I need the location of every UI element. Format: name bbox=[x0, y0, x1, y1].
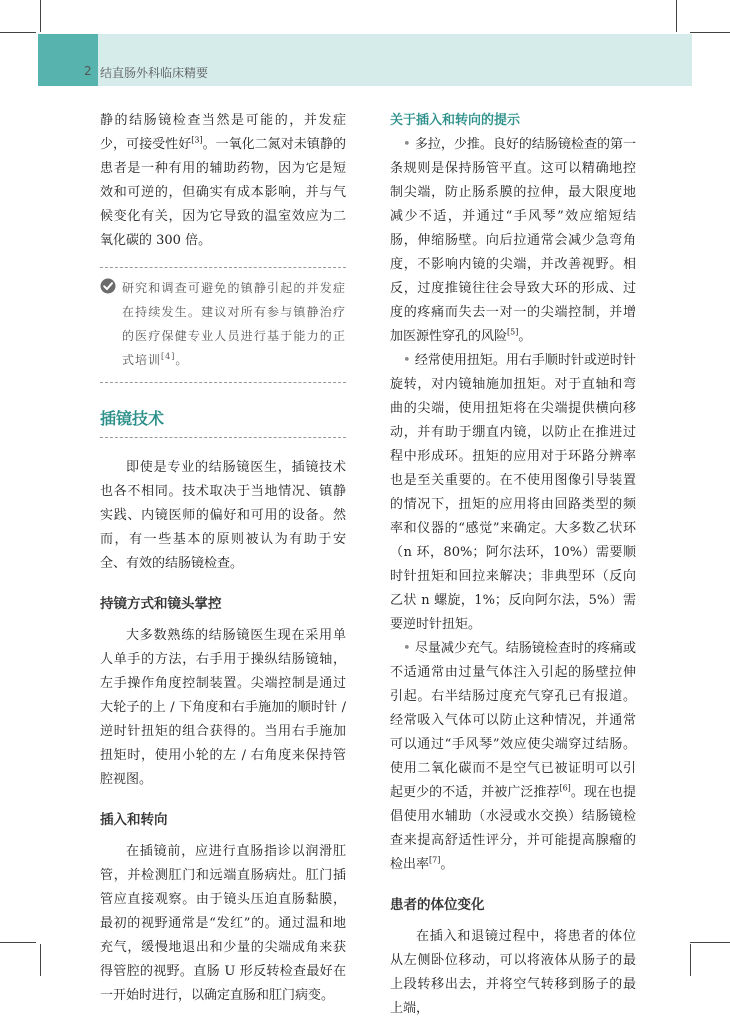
evidence-note bbox=[100, 267, 346, 383]
position-paragraph: 在插入和退镜过程中，将患者的体位从左侧卧位移动，可以将液体从肠子的最上段转移出去，并将空气转移到肠子的最上端， bbox=[390, 929, 636, 1016]
note-text: 研究和调查可避免的镇静引起的并发症在持续发生。建议对所有参与镇静治疗的医疗保健专业人员进行基于能力的正式培训[4]。 bbox=[122, 281, 346, 367]
bullet-icon: • bbox=[403, 137, 411, 152]
intro-paragraph: 静的结肠镜检查当然是可能的，并发症少，可接受性好[3]。一氧化二氮对未镇静的患者是一种有用的辅助药物，因为它是短效和可逆的，但确实有成本影响，并与气候变化有关，因为它导致的温室效应为二氧化碳的 300 倍。 bbox=[100, 113, 346, 248]
crop-mark bbox=[690, 32, 730, 33]
citation: [6] bbox=[559, 783, 571, 793]
crop-mark bbox=[40, 0, 41, 32]
insertion-paragraph: 在插镜前，应进行直肠指诊以润滑肛管，并检测肛门和远端直肠病灶。肛门插管应直接观察。由于镜头压迫直肠黏膜，最初的视野通常是“发红”的。通过温和地充气，缓慢地退出和少量的尖端成角来获得管腔的视野。直肠 U 形反转检查最好在一开始时进行，以确定直肠和肛门病变。 bbox=[100, 844, 346, 1003]
section-title: 插镜技术 bbox=[100, 407, 346, 438]
left-column bbox=[100, 109, 346, 1008]
bullet-icon: • bbox=[403, 353, 411, 368]
check-icon bbox=[100, 278, 116, 294]
right-column bbox=[390, 109, 636, 1021]
crop-mark bbox=[676, 0, 677, 32]
crop-mark bbox=[0, 942, 36, 943]
section-paragraph: 即使是专业的结肠镜医生，插镜技术也各不相同。技术取决于当地情况、镇静实践、内镜医师的偏好和可用的设备。然而，有一些基本的原则被认为有助于安全、有效的结肠镜检查。 bbox=[100, 460, 346, 571]
crop-mark bbox=[690, 944, 691, 976]
tip-paragraph: • 尽量减少充气。结肠镜检查时的疼痛或不适通常由过量气体注入引起的肠壁拉伸引起。右半结肠过度充气穿孔已有报道。经常吸入气体可以防止这种情况，并通常可以通过“手风琴”效应使尖端穿过结肠。使用二氧化碳而不是空气已被证明可以引起更少的不适，并被广泛推荐[6]。现在也提倡使用水辅助（水浸或水交换）结肠镜检查来提高舒适性评分，并可能提高腺瘤的检出率[7]。 bbox=[390, 641, 636, 872]
crop-mark bbox=[40, 944, 41, 976]
tip-paragraph: • 经常使用扭矩。用右手顺时针或逆时针旋转，对内镜轴施加扭矩。对于直轴和弯曲的尖端，使用扭矩将在尖端提供横向移动，并有助于绷直内镜，以防止在推进过程中形成环。扭矩的应用对于环路分辨率也是至关重要的。在不使用图像引导装置的情况下，扭矩的应用将由回路类型的频率和仪器的“感觉”来确定。大多数乙状环（n 环，80%；阿尔法环，10%）需要顺时针扭矩和回拉来解决；非典型环（反向乙状 n 螺旋，1%；反向阿尔法，5%）需要逆时针扭矩。 bbox=[390, 353, 636, 632]
page-number: 2 bbox=[84, 64, 92, 78]
citation: [5] bbox=[507, 327, 519, 337]
citation: [7] bbox=[429, 855, 441, 865]
subheading-position: 患者的体位变化 bbox=[390, 897, 485, 913]
book-title: 结直肠外科临床精要 bbox=[100, 66, 209, 80]
bullet-icon: • bbox=[403, 641, 411, 656]
tip-paragraph: • 多拉，少推。良好的结肠镜检查的第一条规则是保持肠管平直。这可以精确地控制尖端，防止肠系膜的拉伸，最大限度地减少不适，并通过“手风琴”效应缩短结肠，伸缩肠壁。向后拉通常会减少急弯角度，不影响内镜的尖端，并改善视野。相反，过度推镜往往会导致大环的形成、过度的疼痛而失去一对一的尖端控制，并增加医源性穿孔的风险[5]。 bbox=[390, 137, 636, 344]
crop-mark bbox=[0, 32, 36, 33]
citation: [4] bbox=[161, 352, 176, 361]
subheading-insertion: 插入和转向 bbox=[100, 812, 168, 828]
tips-heading: 关于插入和转向的提示 bbox=[390, 113, 521, 128]
running-header-tab bbox=[38, 34, 98, 86]
crop-mark bbox=[690, 942, 730, 943]
subheading-holding: 持镜方式和镜头掌控 bbox=[100, 596, 222, 612]
citation: [3] bbox=[191, 135, 203, 145]
holding-paragraph: 大多数熟练的结肠镜医生现在采用单人单手的方法，右手用于操纵结肠镜轴，左手操作角度控制装置。尖端控制是通过大轮子的上 / 下角度和右手施加的顺时针 / 逆时针扭矩的组合获得的。当用右手施加扭矩时，使用小轮的左 / 右角度来保持管腔视图。 bbox=[100, 628, 346, 787]
